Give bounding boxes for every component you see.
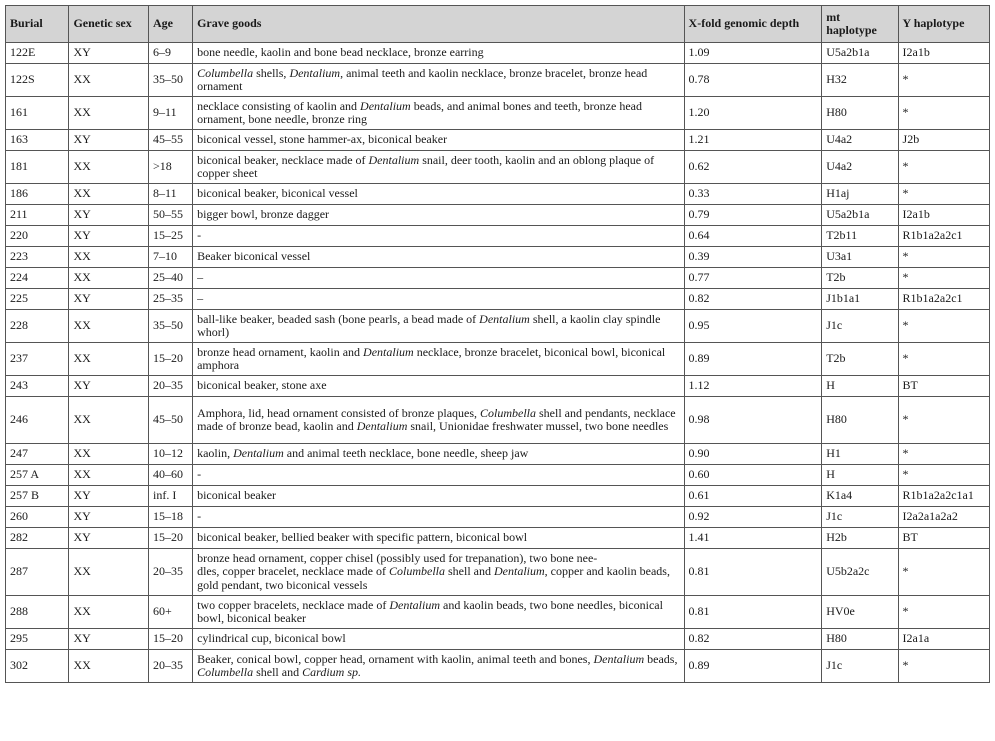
cell-mt-haplotype: J1c xyxy=(822,650,898,683)
cell-mt-haplotype: H80 xyxy=(822,397,898,444)
cell-y-haplotype: R1b1a2a2c1 xyxy=(898,226,989,247)
cell-y-haplotype: * xyxy=(898,397,989,444)
table-row xyxy=(6,528,990,549)
cell-mt-haplotype: K1a4 xyxy=(822,486,898,507)
table-row xyxy=(6,465,990,486)
cell-genomic-depth: 0.64 xyxy=(684,226,822,247)
cell-grave-goods: biconical vessel, stone hammer-ax, biconical beaker xyxy=(193,130,684,151)
cell-mt-haplotype: T2b11 xyxy=(822,226,898,247)
burials-table xyxy=(5,5,990,683)
cell-mt-haplotype: U5b2a2c xyxy=(822,549,898,596)
cell-burial: 122S xyxy=(6,64,69,97)
cell-grave-goods: – xyxy=(193,289,684,310)
cell-grave-goods: Columbella shells, Dentalium, animal teeth and kaolin necklace, bronze bracelet, bronze head ornament xyxy=(193,64,684,97)
cell-genomic-depth: 1.41 xyxy=(684,528,822,549)
cell-genetic-sex: XX xyxy=(69,549,149,596)
cell-burial: 122E xyxy=(6,43,69,64)
cell-burial: 237 xyxy=(6,343,69,376)
header-mt-haplotype: mt haplotype xyxy=(822,6,898,43)
cell-genomic-depth: 0.61 xyxy=(684,486,822,507)
cell-burial: 257 B xyxy=(6,486,69,507)
cell-y-haplotype: * xyxy=(898,97,989,130)
table-body xyxy=(6,43,990,683)
cell-grave-goods: Amphora, lid, head ornament consisted of bronze plaques, Columbella shell and pendants, necklace made of bronze bead, kaolin and Dentalium snail, Unionidae freshwater mussel, two bone needles xyxy=(193,397,684,444)
cell-y-haplotype: * xyxy=(898,444,989,465)
cell-genomic-depth: 0.92 xyxy=(684,507,822,528)
cell-genetic-sex: XY xyxy=(69,226,149,247)
cell-y-haplotype: J2b xyxy=(898,130,989,151)
cell-genetic-sex: XX xyxy=(69,465,149,486)
cell-genetic-sex: XY xyxy=(69,507,149,528)
table-header xyxy=(6,6,990,43)
table-row xyxy=(6,650,990,683)
cell-mt-haplotype: U5a2b1a xyxy=(822,43,898,64)
cell-burial: 220 xyxy=(6,226,69,247)
cell-genetic-sex: XY xyxy=(69,486,149,507)
cell-burial: 282 xyxy=(6,528,69,549)
table-row xyxy=(6,43,990,64)
cell-mt-haplotype: J1c xyxy=(822,507,898,528)
cell-grave-goods: bone needle, kaolin and bone bead necklace, bronze earring xyxy=(193,43,684,64)
cell-grave-goods: necklace consisting of kaolin and Dentalium beads, and animal bones and teeth, bronze head ornament, bone needle, bronze ring xyxy=(193,97,684,130)
cell-y-haplotype: I2a1a xyxy=(898,629,989,650)
cell-grave-goods: – xyxy=(193,268,684,289)
header-grave-goods: Grave goods xyxy=(193,6,684,43)
cell-genetic-sex: XX xyxy=(69,97,149,130)
cell-genomic-depth: 0.98 xyxy=(684,397,822,444)
cell-grave-goods: bronze head ornament, copper chisel (possibly used for trepanation), two bone nee- dles, copper bracelet, necklace made of Columbella shell and Dentalium, copper and kaolin beads, gold pendant, two biconical vessels xyxy=(193,549,684,596)
cell-mt-haplotype: H32 xyxy=(822,64,898,97)
cell-genetic-sex: XY xyxy=(69,376,149,397)
cell-genetic-sex: XX xyxy=(69,268,149,289)
cell-genomic-depth: 0.89 xyxy=(684,650,822,683)
cell-age: 20–35 xyxy=(149,376,193,397)
table-row xyxy=(6,97,990,130)
cell-genomic-depth: 0.78 xyxy=(684,64,822,97)
cell-age: >18 xyxy=(149,151,193,184)
cell-genetic-sex: XX xyxy=(69,151,149,184)
cell-grave-goods: two copper bracelets, necklace made of Dentalium and kaolin beads, two bone needles, biconical bowl, biconical beaker xyxy=(193,596,684,629)
cell-mt-haplotype: H2b xyxy=(822,528,898,549)
cell-y-haplotype: BT xyxy=(898,528,989,549)
cell-burial: 243 xyxy=(6,376,69,397)
table-row xyxy=(6,151,990,184)
cell-grave-goods: biconical beaker, stone axe xyxy=(193,376,684,397)
cell-age: 15–18 xyxy=(149,507,193,528)
cell-burial: 211 xyxy=(6,205,69,226)
header-burial: Burial xyxy=(6,6,69,43)
cell-burial: 260 xyxy=(6,507,69,528)
cell-genetic-sex: XY xyxy=(69,528,149,549)
cell-grave-goods: - xyxy=(193,226,684,247)
cell-y-haplotype: I2a2a1a2a2 xyxy=(898,507,989,528)
table-row xyxy=(6,310,990,343)
cell-burial: 224 xyxy=(6,268,69,289)
cell-age: 15–20 xyxy=(149,629,193,650)
table-row xyxy=(6,205,990,226)
cell-age: 25–40 xyxy=(149,268,193,289)
cell-genetic-sex: XY xyxy=(69,629,149,650)
cell-genetic-sex: XX xyxy=(69,596,149,629)
cell-genetic-sex: XY xyxy=(69,205,149,226)
cell-mt-haplotype: H80 xyxy=(822,97,898,130)
cell-genomic-depth: 0.81 xyxy=(684,549,822,596)
cell-genetic-sex: XX xyxy=(69,64,149,97)
cell-y-haplotype: R1b1a2a2c1 xyxy=(898,289,989,310)
cell-genomic-depth: 0.39 xyxy=(684,247,822,268)
cell-genomic-depth: 0.95 xyxy=(684,310,822,343)
table-row xyxy=(6,596,990,629)
cell-age: 20–35 xyxy=(149,650,193,683)
cell-burial: 223 xyxy=(6,247,69,268)
cell-grave-goods: biconical beaker, necklace made of Dentalium snail, deer tooth, kaolin and an oblong plaque of copper sheet xyxy=(193,151,684,184)
cell-age: 15–20 xyxy=(149,343,193,376)
cell-mt-haplotype: H xyxy=(822,465,898,486)
cell-genomic-depth: 0.79 xyxy=(684,205,822,226)
table-row xyxy=(6,549,990,596)
cell-grave-goods: kaolin, Dentalium and animal teeth necklace, bone needle, sheep jaw xyxy=(193,444,684,465)
cell-age: 20–35 xyxy=(149,549,193,596)
table-row xyxy=(6,343,990,376)
cell-mt-haplotype: T2b xyxy=(822,343,898,376)
cell-grave-goods: cylindrical cup, biconical bowl xyxy=(193,629,684,650)
cell-genetic-sex: XY xyxy=(69,43,149,64)
cell-age: inf. I xyxy=(149,486,193,507)
header-genomic-depth: X-fold genomic depth xyxy=(684,6,822,43)
cell-burial: 288 xyxy=(6,596,69,629)
cell-mt-haplotype: J1b1a1 xyxy=(822,289,898,310)
table-row xyxy=(6,507,990,528)
cell-grave-goods: Beaker, conical bowl, copper head, ornament with kaolin, animal teeth and bones, Dentalium beads, Columbella shell and Cardium sp. xyxy=(193,650,684,683)
cell-burial: 181 xyxy=(6,151,69,184)
cell-burial: 161 xyxy=(6,97,69,130)
cell-genomic-depth: 0.60 xyxy=(684,465,822,486)
cell-genetic-sex: XX xyxy=(69,343,149,376)
cell-age: 50–55 xyxy=(149,205,193,226)
table-row xyxy=(6,486,990,507)
cell-grave-goods: ball-like beaker, beaded sash (bone pearls, a bead made of Dentalium shell, a kaolin clay spindle whorl) xyxy=(193,310,684,343)
cell-genomic-depth: 0.81 xyxy=(684,596,822,629)
cell-mt-haplotype: U4a2 xyxy=(822,151,898,184)
cell-age: 10–12 xyxy=(149,444,193,465)
cell-age: 15–20 xyxy=(149,528,193,549)
cell-mt-haplotype: T2b xyxy=(822,268,898,289)
cell-burial: 246 xyxy=(6,397,69,444)
cell-genetic-sex: XX xyxy=(69,310,149,343)
table-row xyxy=(6,268,990,289)
header-genetic-sex: Genetic sex xyxy=(69,6,149,43)
table-row xyxy=(6,64,990,97)
table-row xyxy=(6,376,990,397)
cell-y-haplotype: I2a1b xyxy=(898,205,989,226)
cell-age: 45–55 xyxy=(149,130,193,151)
cell-y-haplotype: * xyxy=(898,310,989,343)
cell-mt-haplotype: H80 xyxy=(822,629,898,650)
cell-y-haplotype: * xyxy=(898,268,989,289)
cell-y-haplotype: * xyxy=(898,549,989,596)
table-row xyxy=(6,444,990,465)
cell-grave-goods: bigger bowl, bronze dagger xyxy=(193,205,684,226)
cell-age: 45–50 xyxy=(149,397,193,444)
cell-age: 7–10 xyxy=(149,247,193,268)
cell-genomic-depth: 0.90 xyxy=(684,444,822,465)
cell-genomic-depth: 0.82 xyxy=(684,629,822,650)
table-row xyxy=(6,247,990,268)
cell-y-haplotype: R1b1a2a2c1a1 xyxy=(898,486,989,507)
cell-burial: 247 xyxy=(6,444,69,465)
cell-burial: 163 xyxy=(6,130,69,151)
cell-genetic-sex: XX xyxy=(69,650,149,683)
table-row xyxy=(6,397,990,444)
cell-genomic-depth: 0.77 xyxy=(684,268,822,289)
table-row xyxy=(6,629,990,650)
header-y-haplotype: Y haplotype xyxy=(898,6,989,43)
cell-age: 9–11 xyxy=(149,97,193,130)
cell-genetic-sex: XX xyxy=(69,444,149,465)
table-row xyxy=(6,130,990,151)
cell-burial: 287 xyxy=(6,549,69,596)
cell-genetic-sex: XX xyxy=(69,247,149,268)
cell-grave-goods: biconical beaker, bellied beaker with specific pattern, biconical bowl xyxy=(193,528,684,549)
cell-age: 15–25 xyxy=(149,226,193,247)
cell-burial: 257 A xyxy=(6,465,69,486)
cell-burial: 295 xyxy=(6,629,69,650)
cell-genomic-depth: 1.09 xyxy=(684,43,822,64)
table-row xyxy=(6,289,990,310)
cell-y-haplotype: * xyxy=(898,465,989,486)
cell-mt-haplotype: H1aj xyxy=(822,184,898,205)
cell-y-haplotype: * xyxy=(898,247,989,268)
cell-genetic-sex: XX xyxy=(69,184,149,205)
cell-burial: 302 xyxy=(6,650,69,683)
cell-age: 40–60 xyxy=(149,465,193,486)
cell-y-haplotype: * xyxy=(898,596,989,629)
cell-grave-goods: Beaker biconical vessel xyxy=(193,247,684,268)
cell-age: 35–50 xyxy=(149,64,193,97)
cell-genomic-depth: 0.33 xyxy=(684,184,822,205)
cell-grave-goods: - xyxy=(193,465,684,486)
cell-genetic-sex: XY xyxy=(69,289,149,310)
cell-genetic-sex: XX xyxy=(69,397,149,444)
header-age: Age xyxy=(149,6,193,43)
cell-y-haplotype: * xyxy=(898,151,989,184)
cell-y-haplotype: * xyxy=(898,650,989,683)
cell-genomic-depth: 0.89 xyxy=(684,343,822,376)
cell-y-haplotype: * xyxy=(898,184,989,205)
header-row xyxy=(6,6,990,43)
cell-mt-haplotype: J1c xyxy=(822,310,898,343)
cell-grave-goods: biconical beaker xyxy=(193,486,684,507)
cell-y-haplotype: BT xyxy=(898,376,989,397)
cell-age: 6–9 xyxy=(149,43,193,64)
cell-mt-haplotype: HV0e xyxy=(822,596,898,629)
cell-genomic-depth: 1.20 xyxy=(684,97,822,130)
table-row xyxy=(6,226,990,247)
cell-genomic-depth: 1.21 xyxy=(684,130,822,151)
cell-age: 60+ xyxy=(149,596,193,629)
cell-genetic-sex: XY xyxy=(69,130,149,151)
cell-burial: 225 xyxy=(6,289,69,310)
cell-mt-haplotype: U3a1 xyxy=(822,247,898,268)
cell-grave-goods: - xyxy=(193,507,684,528)
cell-y-haplotype: * xyxy=(898,343,989,376)
cell-age: 25–35 xyxy=(149,289,193,310)
cell-burial: 228 xyxy=(6,310,69,343)
cell-age: 8–11 xyxy=(149,184,193,205)
table-row xyxy=(6,184,990,205)
cell-grave-goods: biconical beaker, biconical vessel xyxy=(193,184,684,205)
cell-mt-haplotype: H xyxy=(822,376,898,397)
cell-age: 35–50 xyxy=(149,310,193,343)
cell-genomic-depth: 0.62 xyxy=(684,151,822,184)
cell-genomic-depth: 0.82 xyxy=(684,289,822,310)
cell-y-haplotype: I2a1b xyxy=(898,43,989,64)
cell-burial: 186 xyxy=(6,184,69,205)
cell-genomic-depth: 1.12 xyxy=(684,376,822,397)
cell-grave-goods: bronze head ornament, kaolin and Dentalium necklace, bronze bracelet, biconical bowl, biconical amphora xyxy=(193,343,684,376)
cell-mt-haplotype: U5a2b1a xyxy=(822,205,898,226)
cell-y-haplotype: * xyxy=(898,64,989,97)
cell-mt-haplotype: U4a2 xyxy=(822,130,898,151)
cell-mt-haplotype: H1 xyxy=(822,444,898,465)
